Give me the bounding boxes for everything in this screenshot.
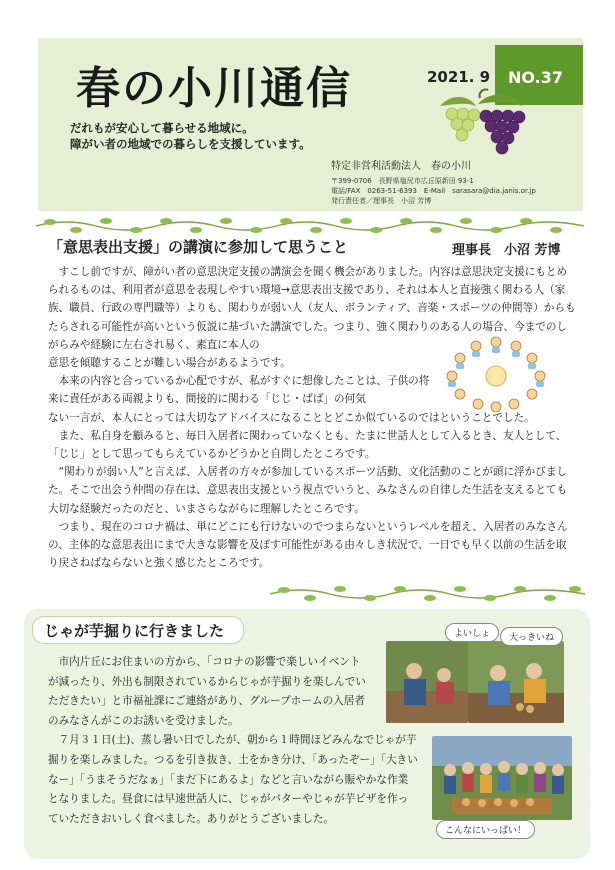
organization-contact [331,176,536,206]
paragraph: ない一言が、本人にとっては大切なアドバイスになることとどこか似ているのではということでした。 [48,411,535,424]
vine-divider-bottom [270,583,585,605]
article-author: 理事長 小沼 芳博 [452,243,561,258]
organization-name: 特定非営利活動法人 春の小川 [331,161,471,172]
paragraph: ７月３１日(土)、蒸し暑い日でしたが、朝から１時間ほどみんなでじゃが芋掘りを楽しみました。つるを引き抜き、土をかき分け、「あったぞー」「大きいなー」「うまそうだなぁ」「まだ下にあるよ」などと言いながら賑やかな作業となりました。昼食には早速世話人に、じゃがバターやじゃが芋ピザを作っていただきおいしく食べました。ありがとうございました。 [48,734,418,825]
paragraph: 市内片丘にお住まいの方から、「コロナの影響で楽しいイベントが減ったり、外出も制限されているからじゃが芋掘りを楽しんでいただきたい」と市福祉課にご連絡があり、グループホームの入居者のみなさんがこのお誘いを受けました。 [48,656,366,727]
photo-group-harvest [432,736,572,820]
article-body [48,263,576,572]
speech-bubble: こんなにいっぱい！ [436,820,535,839]
photo-potato-digging-1 [386,641,468,723]
paragraph: 意思を傾聴することが難しい場合があるようです。 [48,357,291,370]
tagline [70,120,390,152]
contact-line: 電話/FAX 0263-51-6393 E-Mail sarasara@dia.janis.or.jp [331,187,536,195]
photo-potato-digging-2 [468,641,564,723]
page-title: 春の小川通信 [76,63,352,114]
issue-date: 2021. 9 [427,68,491,86]
article-title: じゃが芋掘りに行きました [44,622,225,640]
tagline-line-1: だれもが安心して暮らせる地域に。 [70,121,254,135]
paragraph: また、私自身を顧みると、毎日入居者に関わっていなくとも、たまに世話人として入るとき、友人として、「じじ」として思ってもらえているかどうかと自問したところです。 [48,429,567,461]
speech-bubble: よいしょ [445,623,499,642]
paragraph: すこし前ですが、障がい者の意思決定支援の講演会を聞く機会がありました。内容は意思決定支援にもとめられるものは、利用者が意思を表現しやすい環境→意思表出支援であり、それは本人と直接強く関わる人（家族、職員、行政の専門職等）よりも、関わりが弱い人（友人、ボランティア、音楽・スポーツの仲間等）からもたらされる可能性が高いという仮説に基づいた講演でした。つまり、強く関わりのある人の場合、今までのしがらみや経験に左右され易く、素直に本人の [48,266,576,351]
address-line: 〒399-0706 長野県塩尻市広丘原新田 93-1 [331,177,474,185]
grapes-illustration [430,88,535,158]
tagline-line-2: 障がい者の地域での暮らしを支援しています。 [70,137,311,151]
paragraph: “関わりが弱い人”と言えば、入居者の方々が参加しているスポーツ活動、文化活動のことが頭に浮かびました。そこで出会う仲間の存在は、意思表出支援という視点でいうと、みなさんの自律した生活を支えるとても大切な経験だったのだと、いまさらながらに理解したところです。 [48,466,568,515]
paragraph: 本来の内容と合っているか心配ですが、私がすぐに想像したことは、子供の将来に責任がある両親よりも、間接的に関わる「じじ・ばば」の何気 [48,375,430,406]
article-body [48,653,418,829]
article-title: 「意思表出支援」の講演に参加して思うこと [48,238,349,256]
publisher-line: 発行責任者／理事長 小沼 芳博 [331,197,432,205]
speech-bubble: 大っきいね [500,627,563,646]
vine-divider-top [36,214,584,236]
issue-number: NO.37 [508,68,563,87]
paragraph: つまり、現在のコロナ禍は、単にどこにも行けないのでつまらないというレベルを超え、入居者のみなさんの、主体的な意思表出にまで大きな影響を及ぼす可能性がある由々しき状況で、一日でも早く以前の生活を取り戻さねばならないと強く感じたところです。 [48,520,568,570]
